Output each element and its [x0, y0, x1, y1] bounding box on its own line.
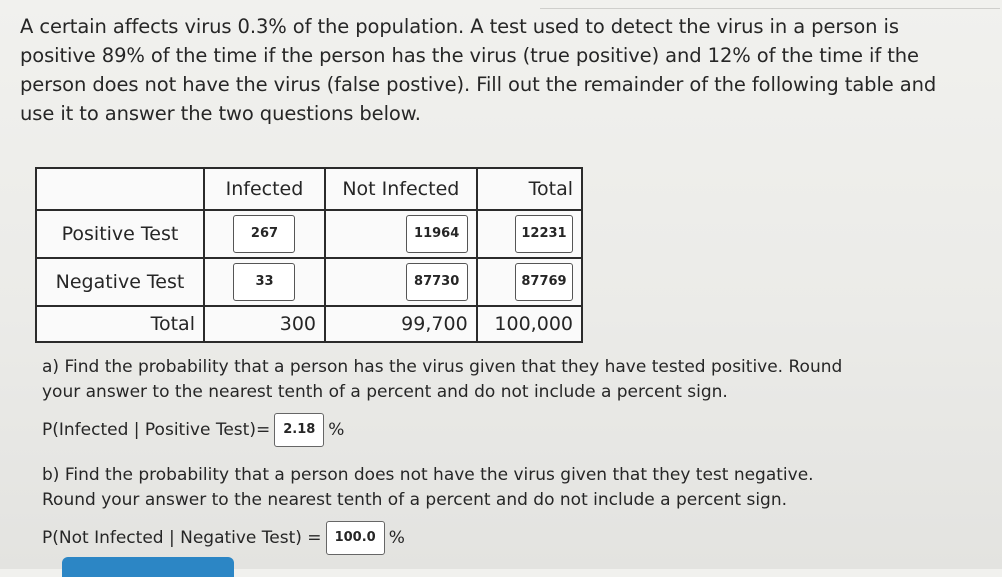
table-total-row	[36, 306, 582, 342]
header-total: Total	[477, 168, 582, 210]
problem-line: positive 89% of the time if the person has the virus (true positive) and 12% of the time if the	[20, 44, 919, 67]
top-divider	[540, 8, 1000, 9]
answer-b-unit: %	[388, 527, 405, 548]
table-row	[36, 210, 582, 258]
positive-infected-input[interactable]: 267	[233, 215, 295, 253]
problem-line: person does not have the virus (false postive). Fill out the remainder of the following table and	[20, 73, 937, 96]
row-label-positive-test: Positive Test	[36, 210, 204, 258]
questions	[42, 355, 992, 555]
problem-line: use it to answer the two questions below.	[20, 102, 421, 125]
problem-line: A certain affects virus 0.3% of the population. A test used to detect the virus in a person is	[20, 15, 899, 38]
contingency-table	[35, 167, 583, 343]
answer-a-unit: %	[328, 419, 345, 440]
grand-total: 100,000	[477, 306, 582, 342]
positive-total-input[interactable]: 12231	[515, 215, 573, 253]
total-not-infected: 99,700	[325, 306, 477, 342]
row-label-total: Total	[36, 306, 204, 342]
problem-statement	[20, 12, 995, 128]
question-a	[42, 355, 992, 447]
answer-b-input[interactable]: 100.0	[326, 521, 385, 555]
negative-infected-input[interactable]: 33	[233, 263, 295, 301]
question-b	[42, 463, 992, 555]
header-infected: Infected	[204, 168, 325, 210]
answer-a-input[interactable]: 2.18	[274, 413, 324, 447]
answer-b-row	[42, 521, 992, 555]
submit-button[interactable]	[62, 557, 234, 577]
question-a-line: a) Find the probability that a person has the virus given that they have tested positive. Round	[42, 357, 843, 377]
header-not-infected: Not Infected	[325, 168, 477, 210]
answer-a-label: P(Infected | Positive Test)=	[42, 419, 271, 440]
answer-b-label: P(Not Infected | Negative Test) =	[42, 527, 322, 548]
header-corner	[36, 168, 204, 210]
negative-not-infected-input[interactable]: 87730	[406, 263, 468, 301]
negative-total-input[interactable]: 87769	[515, 263, 573, 301]
table-row	[36, 258, 582, 306]
total-infected: 300	[204, 306, 325, 342]
question-b-line: b) Find the probability that a person does not have the virus given that they test negative.	[42, 465, 814, 485]
question-a-line: your answer to the nearest tenth of a percent and do not include a percent sign.	[42, 382, 728, 402]
table-header-row	[36, 168, 582, 210]
row-label-negative-test: Negative Test	[36, 258, 204, 306]
answer-a-row	[42, 413, 992, 447]
question-b-line: Round your answer to the nearest tenth of a percent and do not include a percent sign.	[42, 490, 788, 510]
positive-not-infected-input[interactable]: 11964	[406, 215, 468, 253]
